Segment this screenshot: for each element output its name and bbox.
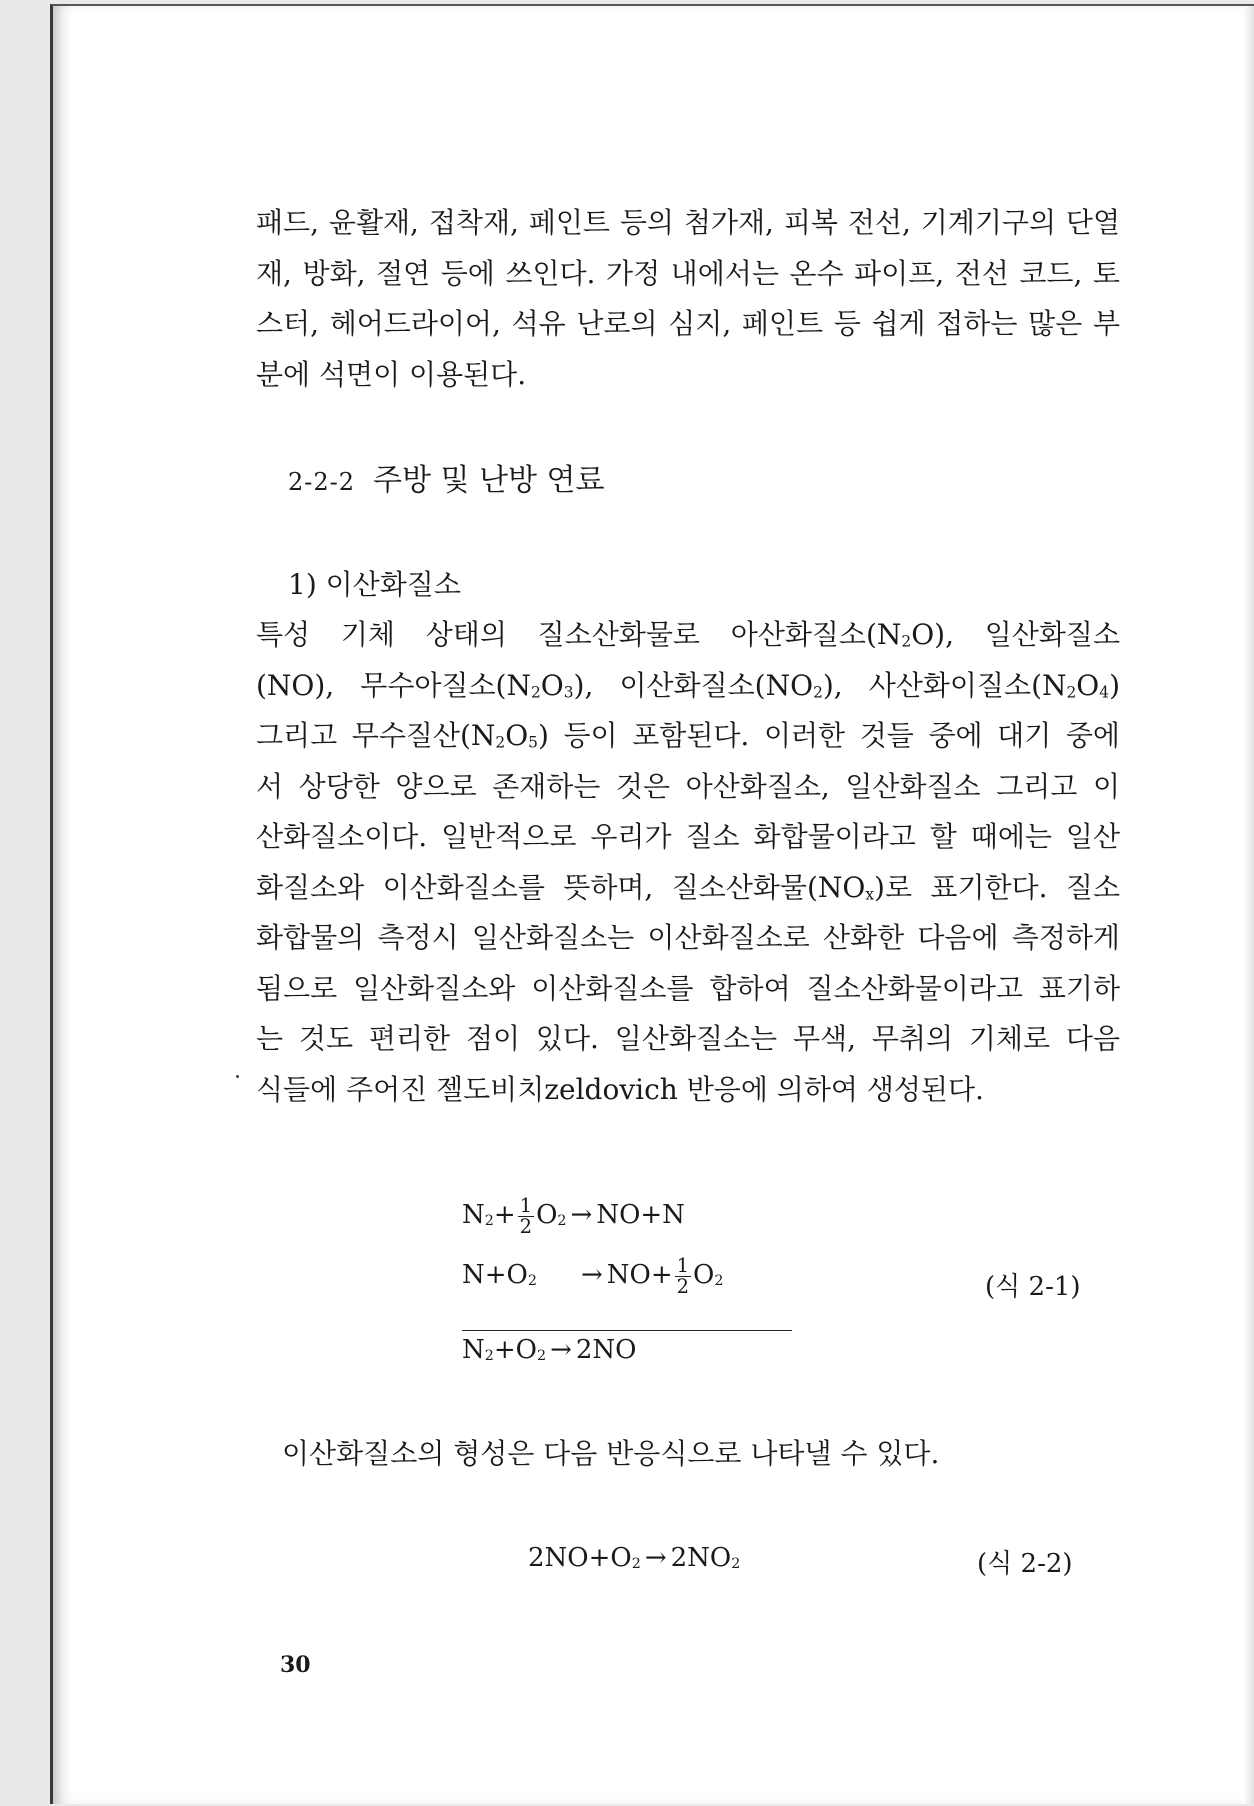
equation-2-1-row-2: $N+O_2 \to NO+$ $\frac{1}{2}$ $O_2$ <box>462 1254 724 1298</box>
text-line: 산화질소이다. 일반적으로 우리가 질소 화합물이라고 할 때에는 일산 <box>256 820 1120 853</box>
equation-label-2-2: (식 2-2) <box>977 1549 1073 1579</box>
paragraph-nitrogen-dioxide <box>256 610 1120 1115</box>
text-line: 특성 기체 상태의 질소산화물로 아산화질소$(N_2O)$, 일산화질소 <box>256 618 1120 651</box>
equation-label-2-1: (식 2-1) <box>985 1272 1081 1302</box>
subsection-heading: 1) 이산화질소 <box>288 568 461 601</box>
text-line: 는 것도 편리한 점이 있다. 일산화질소는 무색, 무취의 기체로 다음 <box>256 1022 1120 1055</box>
equation-2-2: $2NO+O_2 \to 2NO_2$ <box>528 1543 741 1573</box>
page-edge-shadow <box>1243 6 1254 1804</box>
reaction-arrow: → <box>550 1335 572 1365</box>
equation-2-1-row-3: $N_2+O_2 \to 2NO$ <box>462 1335 637 1365</box>
equation-2-1-row-1: $N_2+$ $\frac{1}{2}$ $O_2 \to NO+N$ <box>462 1194 685 1238</box>
section-number: 2-2-2 <box>288 468 356 496</box>
section-title: 주방 및 난방 연료 <box>373 463 605 498</box>
paragraph-asbestos-uses: 패드, 윤활재, 접착재, 페인트 등의 첨가재, 피복 전선, 기계기구의 단열재, 방화, 절연 등에 쓰인다. 가정 내에서는 온수 파이프, 전선 코드, 토스터, 헤어드라이어, 석유 난로의 심지, 페인트 등 쉽게 접하는 많은 부분에 석면이 이용된다. <box>256 206 1120 391</box>
paragraph-no2-formation: 이산화질소의 형성은 다음 반응식으로 나타낼 수 있다. <box>282 1437 940 1470</box>
equation-sum-line <box>462 1330 792 1331</box>
text-line: 화질소와 이산화질소를 뜻하며, 질소산화물$(NO_x)$로 표기한다. 질소 <box>256 870 1120 904</box>
text-line: 화합물의 측정시 일산화질소는 이산화질소로 산화한 다음에 측정하게 <box>256 921 1120 954</box>
text-line: 서 상당한 양으로 존재하는 것은 아산화질소, 일산화질소 그리고 이 <box>256 769 1120 803</box>
fraction-one-half: $\frac{1}{2}$ <box>676 1254 690 1298</box>
text-line: 됨으로 일산화질소와 이산화질소를 합하여 질소산화물이라고 표기하 <box>256 971 1120 1005</box>
text-line: 식들에 주어진 젤도비치zeldovich 반응에 의하여 생성된다. <box>256 1072 984 1106</box>
reaction-arrow: → <box>644 1543 667 1573</box>
text-line: (NO), 무수아질소$(N_2O_3)$, 이산화질소$(NO_2)$, 사산화이질소$(N_2O_4)$ <box>256 668 1120 702</box>
fraction-one-half: $\frac{1}{2}$ <box>519 1194 533 1238</box>
reaction-arrow: → <box>570 1200 593 1230</box>
page-number: 30 <box>280 1652 311 1678</box>
section-heading <box>288 455 605 499</box>
text-line: 그리고 무수질산$(N_2O_5)$ 등이 포함된다. 이러한 것들 중에 대기 중에 <box>256 719 1120 752</box>
scan-speck <box>236 1075 239 1078</box>
reaction-arrow: → <box>580 1260 603 1290</box>
